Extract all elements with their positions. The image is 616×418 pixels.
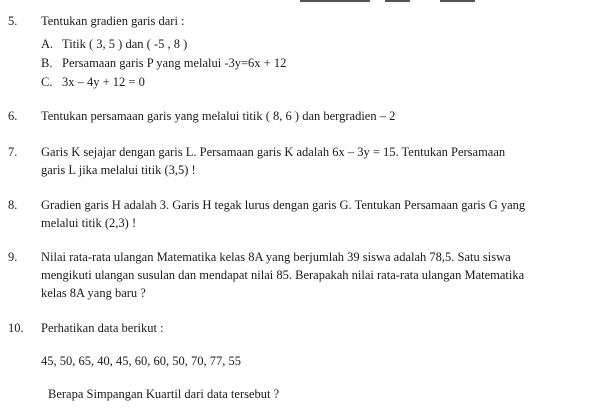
q10-prompt: Perhatikan data berikut : [41,321,164,335]
q7-line-1: Garis K sejajar dengan garis L. Persamaan garis K adalah 6x – 3y = 15. Tentukan Persamaan [41,145,506,159]
q5-item-c: 3x – 4y + 12 = 0 [62,75,145,89]
cropped-text-remnant [385,0,410,2]
q9-line-2: mengikuti ulangan susulan dan mendapat nilai 85. Berapakah nilai rata-rata ulangan Matematika [41,268,525,282]
q9-line-3: kelas 8A yang baru ? [41,286,146,300]
q10-data: 45, 50, 65, 40, 45, 60, 60, 50, 70, 77, 55 [41,354,241,368]
q10-question: Berapa Simpangan Kuartil dari data tersebut ? [48,387,280,401]
q9-line-1: Nilai rata-rata ulangan Matematika kelas 8A yang berjumlah 39 siswa adalah 78,5. Satu siswa [41,250,511,264]
q5-item-a: Titik ( 3, 5 ) dan ( -5 , 8 ) [62,37,188,51]
q5-item-a-label: A. [41,37,54,51]
q5-number: 5. [8,14,18,28]
q7-number: 7. [8,145,18,159]
q6-number: 6. [8,109,18,123]
q8-line-2: melalui titik (2,3) ! [41,216,137,230]
q8-line-1: Gradien garis H adalah 3. Garis H tegak lurus dengan garis G. Tentukan Persamaan garis G yang [41,198,526,212]
q9-number: 9. [8,250,18,264]
q5-item-b-label: B. [41,56,53,70]
q5-prompt: Tentukan gradien garis dari : [41,14,185,28]
cropped-text-remnant [300,0,370,2]
q6-text: Tentukan persamaan garis yang melalui titik ( 8, 6 ) dan bergradien – 2 [41,109,396,123]
q5-item-b: Persamaan garis P yang melalui -3y=6x + 12 [62,56,287,70]
q8-number: 8. [8,198,18,212]
q10-number: 10. [8,321,24,335]
cropped-text-remnant [440,0,475,2]
q5-item-c-label: C. [41,75,53,89]
q7-line-2: garis L jika melalui titik (3,5) ! [41,163,196,177]
